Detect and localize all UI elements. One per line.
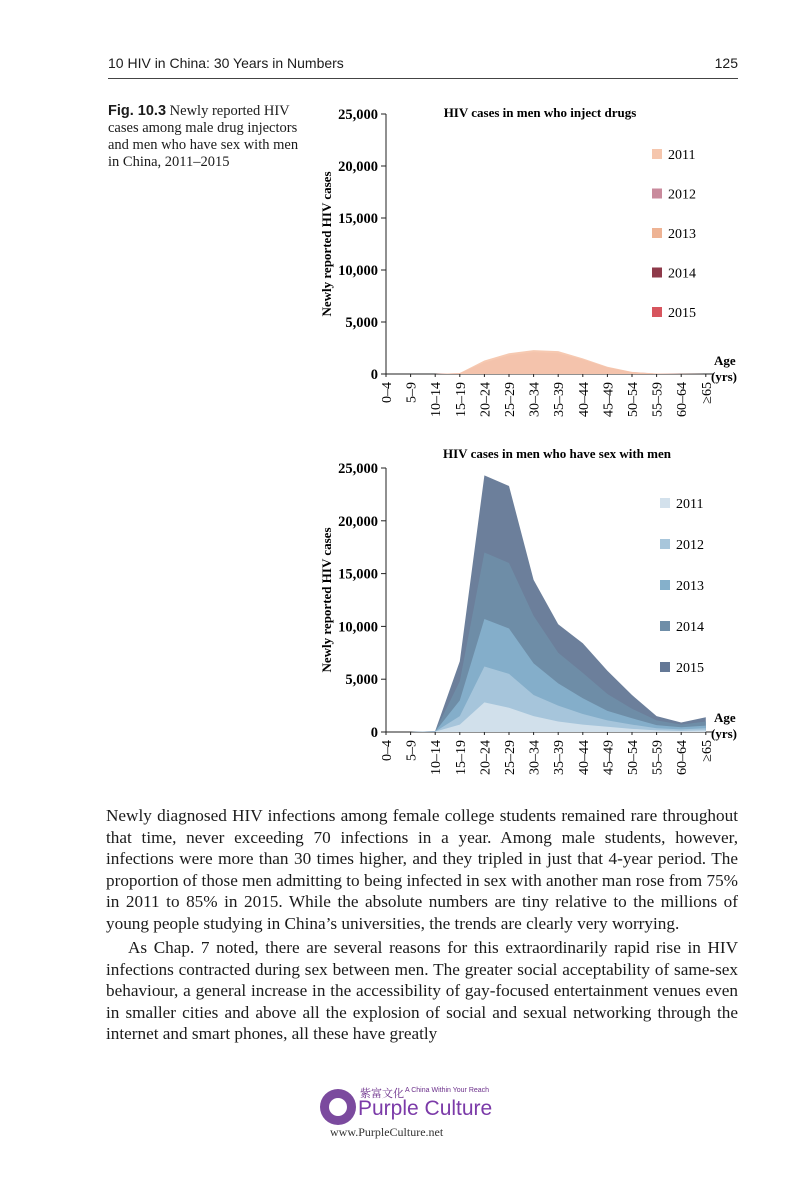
x-tick-label: 60–64 [675, 382, 691, 417]
legend-swatch [660, 498, 670, 508]
legend-swatch [652, 228, 662, 238]
legend-swatch [660, 580, 670, 590]
x-tick-label: 50–54 [626, 740, 641, 775]
body-text [106, 805, 738, 1045]
header-rule [108, 78, 738, 79]
legend-swatch [652, 307, 662, 317]
chart-msm [0, 440, 800, 790]
x-tick-label: 0–4 [380, 382, 395, 403]
legend-label: 2011 [676, 497, 704, 512]
x-tick-label: 5–9 [404, 382, 420, 403]
legend-swatch [652, 149, 662, 159]
legend-label: 2014 [676, 620, 704, 635]
y-tick-label: 5,000 [345, 315, 378, 331]
y-tick-label: 20,000 [338, 513, 378, 530]
watermark [320, 1085, 550, 1145]
x-tick-label: ≥65 [699, 382, 715, 404]
series-area-2011 [386, 350, 706, 374]
x-tick-label: 55–59 [650, 740, 666, 775]
x-tick-label: 30–34 [527, 740, 543, 775]
x-tick-label: 15–19 [453, 740, 469, 775]
y-axis-label: Newly reported HIV cases [319, 171, 334, 317]
x-tick-label: 35–39 [552, 382, 568, 417]
paragraph-2: As Chap. 7 noted, there are several reasons for this extraordinarily rapid rise in HIV infections contracted during sex between men. The greater social acceptability of same-sex behaviour, a general increase in the accessibility of gay-focused entertainment venues even in smaller cities and above all the explosion of social and sexual networking through the internet and smart phones, all these have greatly [106, 938, 738, 1043]
y-tick-label: 25,000 [338, 107, 378, 123]
chart-idu [0, 100, 800, 420]
legend-label: 2015 [668, 306, 696, 321]
legend-swatch [660, 621, 670, 631]
watermark-tagline: A China Within Your Reach [405, 1087, 490, 1094]
purple-culture-logo-icon [320, 1089, 356, 1125]
chart-title: HIV cases in men who inject drugs [443, 105, 637, 120]
legend-swatch [652, 268, 662, 278]
page-number: 125 [714, 55, 738, 71]
x-tick-label: 25–29 [503, 740, 518, 775]
x-tick-label: 40–44 [576, 740, 592, 775]
legend-label: 2012 [668, 187, 696, 203]
y-tick-label: 10,000 [338, 619, 378, 636]
x-axis-label-line1: Age [714, 710, 736, 725]
x-tick-label: 60–64 [675, 740, 691, 775]
x-tick-label: 20–24 [478, 740, 494, 775]
legend-label: 2011 [668, 148, 696, 163]
x-tick-label: 55–59 [650, 382, 666, 417]
watermark-name: Purple Culture [358, 1097, 493, 1120]
x-tick-label: 15–19 [453, 382, 469, 417]
y-tick-label: 20,000 [338, 159, 378, 175]
legend-label: 2013 [668, 227, 696, 242]
legend-label: 2014 [668, 266, 696, 282]
y-axis-label: Newly reported HIV cases [319, 527, 334, 673]
legend-swatch [660, 539, 670, 549]
x-tick-label: 50–54 [626, 382, 641, 417]
legend-label: 2012 [676, 538, 704, 553]
chart-title: HIV cases in men who have sex with men [443, 446, 671, 461]
y-tick-label: 0 [370, 367, 378, 383]
watermark-chinese: 紫富文化 [360, 1087, 404, 1100]
x-tick-label: 45–49 [601, 382, 617, 417]
x-tick-label: 45–49 [601, 740, 617, 775]
y-tick-label: 5,000 [345, 672, 378, 689]
paragraph-1: Newly diagnosed HIV infections among female college students remained rare throughout that time, never exceeding 70 infections in a year. Among male students, however, infections were more than 30 times higher, and they tripled in just that 4-year period. The proportion of those men admitting to being infected in sex with another man rose from 75% in 2011 to 85% in 2015. While the absolute numbers are tiny relative to the millions of young people studying in China’s universities, the trends are clearly very worrying. [106, 806, 738, 933]
x-tick-label: 20–24 [478, 382, 494, 417]
legend-label: 2013 [676, 579, 704, 594]
y-tick-label: 15,000 [338, 566, 378, 583]
y-tick-label: 15,000 [338, 211, 378, 227]
legend-label: 2015 [676, 661, 704, 676]
x-axis-label-line1: Age [714, 353, 736, 368]
running-head [108, 55, 738, 79]
running-title: 10 HIV in China: 30 Years in Numbers [108, 55, 344, 71]
x-tick-label: 25–29 [503, 382, 518, 417]
y-tick-label: 0 [370, 725, 378, 741]
watermark-url: www.PurpleCulture.net [330, 1125, 444, 1139]
legend-swatch [652, 189, 662, 199]
x-tick-label: ≥65 [699, 740, 715, 762]
legend-swatch [660, 662, 670, 672]
x-tick-label: 30–34 [527, 382, 543, 417]
x-tick-label: 35–39 [552, 740, 568, 775]
y-tick-label: 10,000 [338, 263, 378, 279]
figure-label: Fig. 10.3 [108, 103, 167, 119]
x-axis-label-line2: (yrs) [711, 726, 737, 741]
x-tick-label: 10–14 [429, 382, 445, 417]
x-tick-label: 0–4 [380, 740, 395, 761]
x-axis-label-line2: (yrs) [711, 369, 737, 384]
x-tick-label: 10–14 [429, 740, 445, 775]
x-tick-label: 40–44 [576, 382, 592, 417]
x-tick-label: 5–9 [404, 740, 420, 761]
y-tick-label: 25,000 [338, 461, 378, 477]
figure-caption-text: Newly reported HIV cases among male drug injectors and men who have sex with men in China, 2011–2015 [108, 103, 299, 170]
